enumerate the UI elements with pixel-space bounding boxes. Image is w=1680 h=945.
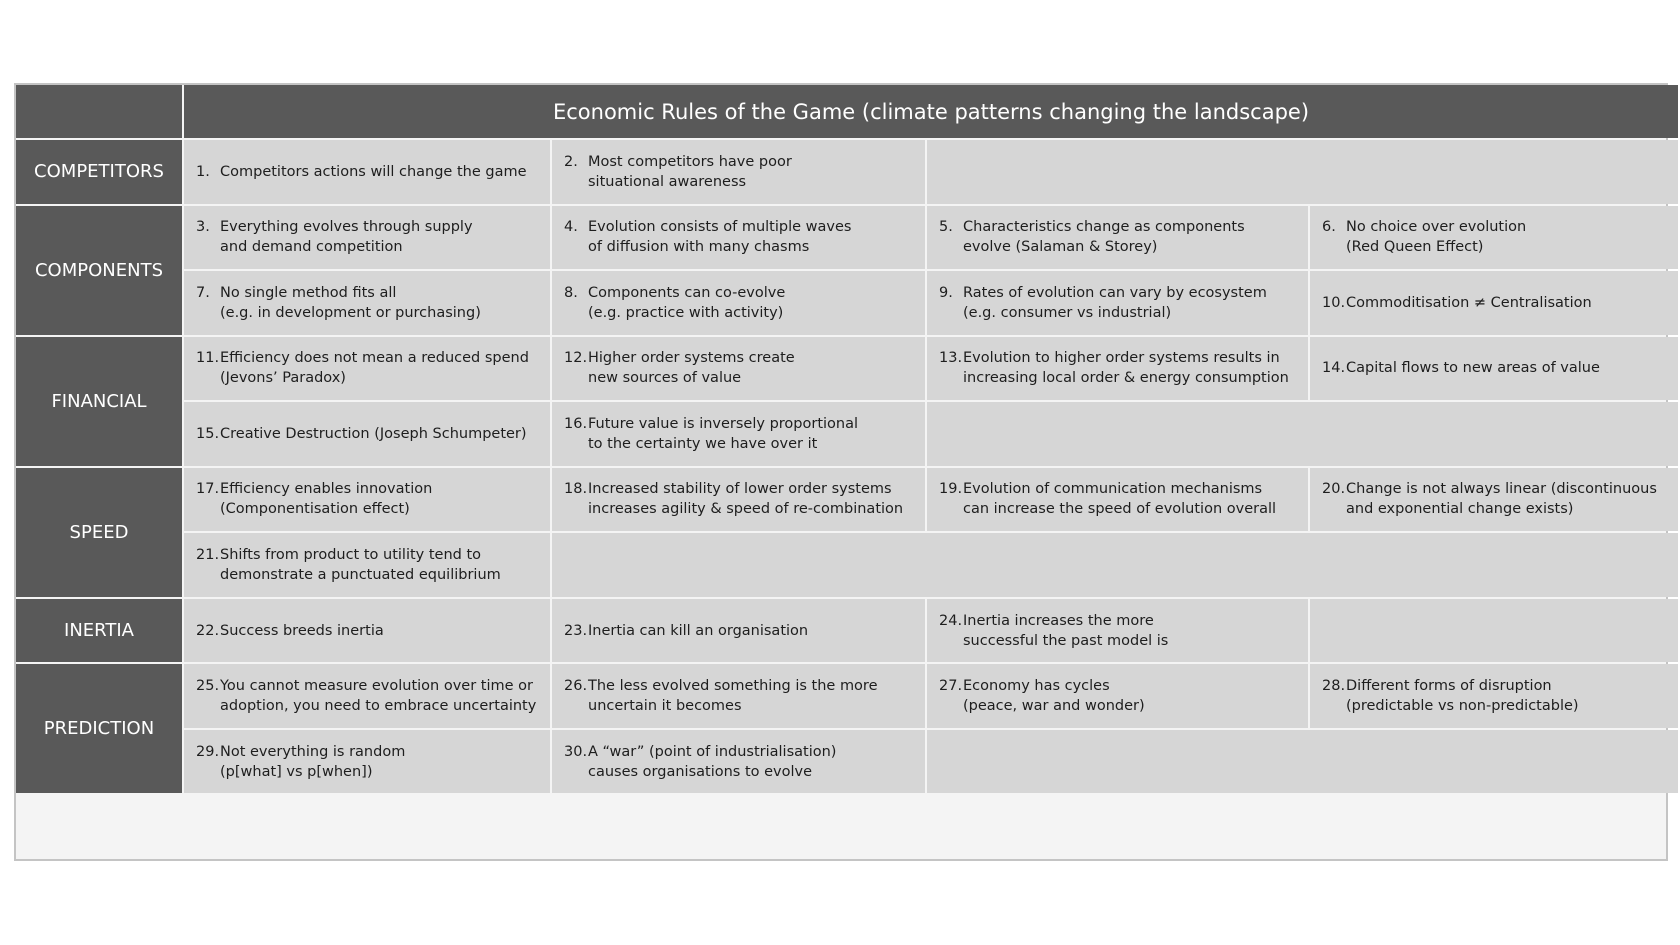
rule-text: Competitors actions will change the game: [220, 163, 527, 180]
rule-number: 10.: [1322, 294, 1346, 311]
rules-table: [14, 83, 1668, 861]
rule-number: 23.: [564, 622, 588, 639]
rule-number: 24.: [939, 612, 963, 629]
rule-cell-28: [1310, 664, 1678, 728]
rule-number: 9.: [939, 284, 953, 301]
rule-cell-30: [552, 730, 925, 794]
rule-number: 15.: [196, 425, 220, 442]
rule-cell-14: [1310, 337, 1678, 401]
rule-text: Not everything is random (p[what] vs p[when]): [220, 743, 406, 780]
rule-text: You cannot measure evolution over time or adoption, you need to embrace uncertainty: [220, 678, 537, 715]
rule-text: Characteristics change as components evolve (Salaman & Storey): [963, 219, 1245, 256]
rule-text: Future value is inversely proportional to the certainty we have over it: [588, 415, 859, 452]
rule-text: Inertia increases the more successful the past model is: [963, 612, 1169, 649]
rule-cell-7: [184, 271, 550, 335]
rule-number: 19.: [939, 481, 963, 498]
rule-cell-21: [184, 533, 550, 597]
rule-text: Success breeds inertia: [220, 622, 384, 639]
rule-cell-1: [184, 140, 550, 204]
empty-cell: [552, 533, 1678, 597]
rule-number: 7.: [196, 284, 210, 301]
rule-cell-29: [184, 730, 550, 794]
rule-cell-3: [184, 206, 550, 270]
rule-number: 27.: [939, 678, 963, 695]
rule-number: 18.: [564, 481, 588, 498]
rule-number: 28.: [1322, 678, 1346, 695]
rule-number: 17.: [196, 481, 220, 498]
rule-cell-17: [184, 468, 550, 532]
rule-cell-9: [927, 271, 1308, 335]
rule-number: 3.: [196, 219, 210, 236]
rule-number: 14.: [1322, 360, 1346, 377]
rule-number: 1.: [196, 163, 210, 180]
empty-cell: [927, 140, 1678, 204]
rule-cell-6: [1310, 206, 1678, 270]
rule-number: 12.: [564, 350, 588, 367]
rule-text: Evolution of communication mechanisms can increase the speed of evolution overall: [963, 481, 1277, 518]
rule-text: Different forms of disruption (predictable vs non-predictable): [1346, 678, 1579, 715]
category-financial: FINANCIAL: [16, 337, 182, 466]
rule-text: Efficiency does not mean a reduced spend (Jevons’ Paradox): [220, 350, 529, 387]
header-corner: [16, 85, 182, 138]
category-components: COMPONENTS: [16, 206, 182, 335]
rule-text: Components can co-evolve (e.g. practice with activity): [588, 284, 786, 321]
rule-cell-19: [927, 468, 1308, 532]
rule-cell-27: [927, 664, 1308, 728]
rule-number: 16.: [564, 415, 588, 432]
rule-number: 8.: [564, 284, 578, 301]
rule-cell-2: [552, 140, 925, 204]
rule-number: 11.: [196, 350, 220, 367]
rule-cell-25: [184, 664, 550, 728]
category-speed: SPEED: [16, 468, 182, 597]
rule-text: Shifts from product to utility tend to demonstrate a punctuated equilibrium: [220, 547, 501, 584]
rule-cell-12: [552, 337, 925, 401]
rule-text: The less evolved something is the more uncertain it becomes: [588, 678, 878, 715]
table-title: Economic Rules of the Game (climate patterns changing the landscape): [184, 85, 1678, 138]
rule-cell-10: [1310, 271, 1678, 335]
rule-cell-16: [552, 402, 925, 466]
rule-text: Creative Destruction (Joseph Schumpeter): [220, 425, 527, 442]
rule-text: Economy has cycles (peace, war and wonder): [963, 678, 1145, 715]
rule-number: 4.: [564, 219, 578, 236]
category-prediction: PREDICTION: [16, 664, 182, 793]
category-inertia: INERTIA: [16, 599, 182, 663]
rule-text: Evolution consists of multiple waves of diffusion with many chasms: [588, 219, 852, 256]
rule-cell-20: [1310, 468, 1678, 532]
rule-text: Most competitors have poor situational awareness: [588, 153, 792, 190]
rule-number: 2.: [564, 153, 578, 170]
rule-text: Efficiency enables innovation (Componentisation effect): [220, 481, 433, 518]
rule-cell-24: [927, 599, 1308, 663]
rule-number: 13.: [939, 350, 963, 367]
rule-text: A “war” (point of industrialisation) causes organisations to evolve: [588, 743, 837, 780]
rule-number: 22.: [196, 622, 220, 639]
rule-text: No single method fits all (e.g. in development or purchasing): [220, 284, 481, 321]
rule-text: Rates of evolution can vary by ecosystem (e.g. consumer vs industrial): [963, 284, 1267, 321]
rule-text: Everything evolves through supply and demand competition: [220, 219, 473, 256]
rule-text: Capital flows to new areas of value: [1346, 360, 1600, 377]
rule-cell-15: [184, 402, 550, 466]
rule-number: 30.: [564, 743, 588, 760]
rule-text: Inertia can kill an organisation: [588, 622, 809, 639]
rule-number: 20.: [1322, 481, 1346, 498]
rule-cell-5: [927, 206, 1308, 270]
rule-cell-11: [184, 337, 550, 401]
rule-cell-13: [927, 337, 1308, 401]
rule-number: 6.: [1322, 219, 1336, 236]
rule-number: 5.: [939, 219, 953, 236]
empty-cell: [927, 730, 1678, 794]
rule-number: 21.: [196, 547, 220, 564]
rule-number: 29.: [196, 743, 220, 760]
rule-cell-22: [184, 599, 550, 663]
rule-text: Evolution to higher order systems results in increasing local order & energy consumption: [963, 350, 1289, 387]
rule-text: Higher order systems create new sources of value: [588, 350, 795, 387]
rule-text: Change is not always linear (discontinuous and exponential change exists): [1346, 481, 1657, 518]
rule-cell-4: [552, 206, 925, 270]
category-competitors: COMPETITORS: [16, 140, 182, 204]
rule-cell-8: [552, 271, 925, 335]
rule-text: No choice over evolution (Red Queen Effect): [1346, 219, 1527, 256]
rule-text: Commoditisation ≠ Centralisation: [1346, 294, 1592, 311]
rule-cell-18: [552, 468, 925, 532]
empty-cell: [1310, 599, 1678, 663]
rule-cell-26: [552, 664, 925, 728]
rule-cell-23: [552, 599, 925, 663]
empty-cell: [927, 402, 1678, 466]
rule-number: 25.: [196, 678, 220, 695]
rule-text: Increased stability of lower order systems increases agility & speed of re-combination: [588, 481, 904, 518]
rule-number: 26.: [564, 678, 588, 695]
